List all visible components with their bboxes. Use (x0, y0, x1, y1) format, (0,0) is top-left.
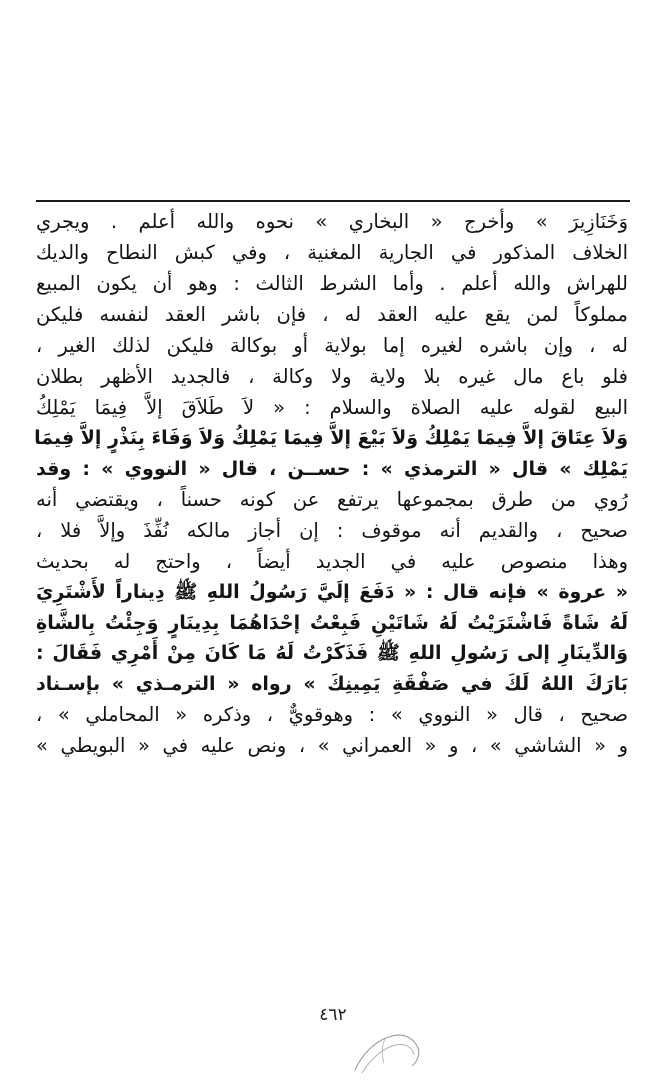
text-line (36, 398, 628, 418)
hadith-line-content: بَارَكَ اللهُ لَكَ في صَفْقَةِ يَمِينِكَ » رواه « الترمـذي » بإسـناد (36, 672, 628, 695)
hadith-line (36, 672, 628, 695)
hadith-line (36, 611, 628, 634)
text-line (36, 736, 628, 756)
text-line-content: مملوكاً لمن يقع عليه العقد له ، فإن باشر العقد لنفسه فليكن (36, 303, 628, 326)
text-line-content: رُوي من طرق بمجموعها يرتفع عن كونه حسناً ، ويقتضي أنه (36, 488, 628, 511)
hadith-line (36, 429, 628, 448)
thumb-smudge-artifact (352, 1030, 422, 1076)
text-line-content: للهراش والله أعلم . وأما الشرط الثالث : وهو أن يكون المبيع (36, 272, 628, 295)
text-line-content: وَخَنَازِيرَ » وأخرج « البخاري » نحوه والله أعلم . ويجري (36, 210, 628, 233)
text-line-content: صحيح ، والقديم أنه موقوف : إن أجاز مالكه نُفِّذَ وإلاَّ فلا ، (36, 519, 628, 542)
text-line (36, 552, 628, 572)
text-line (36, 705, 628, 725)
hadith-line-content: وَالدِّينَارِ إلى رَسُولِ اللهِ ﷺ فَذَكَرْتُ لَهُ مَا كَانَ مِنْ أَمْرِي فَقَالَ : (36, 642, 628, 664)
text-line (36, 243, 628, 263)
page-text-body (36, 212, 628, 767)
text-line (36, 212, 628, 232)
text-line-content: الخلاف المذكور في الجارية المغنية ، وفي كبش النطاح والديك (36, 241, 628, 264)
text-line-content: له ، وإن باشره لغيره إما بولاية أو بوكالة فليكن لذلك الغير ، (36, 334, 628, 357)
hadith-line (36, 644, 628, 663)
text-line (36, 336, 628, 356)
text-line-content: صحيح ، قال « النووي » : وهوقويٌّ ، وذكره « المحاملي » ، (36, 703, 628, 726)
text-line-content: فلو باع مال غيره بلا ولاية ولا وكالة ، فالجديد الأظهر بطلان (36, 365, 628, 388)
text-line-content: وهذا منصوص عليه في الجديد أيضاً ، واحتج له بحديث (36, 550, 628, 573)
text-line (36, 305, 628, 325)
text-line (36, 490, 628, 510)
hadith-line-content: لَهُ شَاةً فَاشْتَرَيْتُ لَهُ شَاتَيْنِ فَبِعْتُ إحْدَاهُمَا بِدِينَارٍ وَجِئْتُ بِالشَّاةِ (36, 611, 628, 634)
hadith-line (36, 583, 628, 602)
text-line-content: و « الشاشي » ، و « العمراني » ، ونص عليه في « البويطي » (36, 734, 628, 757)
hadith-line-content: « عروة » فإنه قال : « دَفَعَ إلَيَّ رَسُولُ اللهِ ﷺ دِيناراً لأَشْتَرِيَ (36, 581, 628, 603)
text-line (36, 367, 628, 387)
text-line (36, 521, 628, 541)
hadith-line-content: يَمْلِك » قال « الترمذي » : حســن ، قال « النووي » : وقد (36, 457, 628, 480)
hadith-line (36, 457, 628, 480)
page-number: ٤٦٢ (319, 1005, 347, 1025)
header-rule (36, 200, 630, 202)
text-line-content: البيع لقوله عليه الصلاة والسلام : « لاَ طَلاَقَ إلاَّ فِيمَا يَمْلِكُ (36, 396, 628, 419)
text-line (36, 274, 628, 294)
hadith-line-content: وَلاَ عِتَاقَ إلاَّ فِيمَا يَمْلِكُ وَلاَ بَيْعَ إلاَّ فِيمَا يَمْلِكُ وَلاَ وَفَاءَ بِنَذْرٍ إلاَّ فِيمَا (34, 427, 628, 449)
